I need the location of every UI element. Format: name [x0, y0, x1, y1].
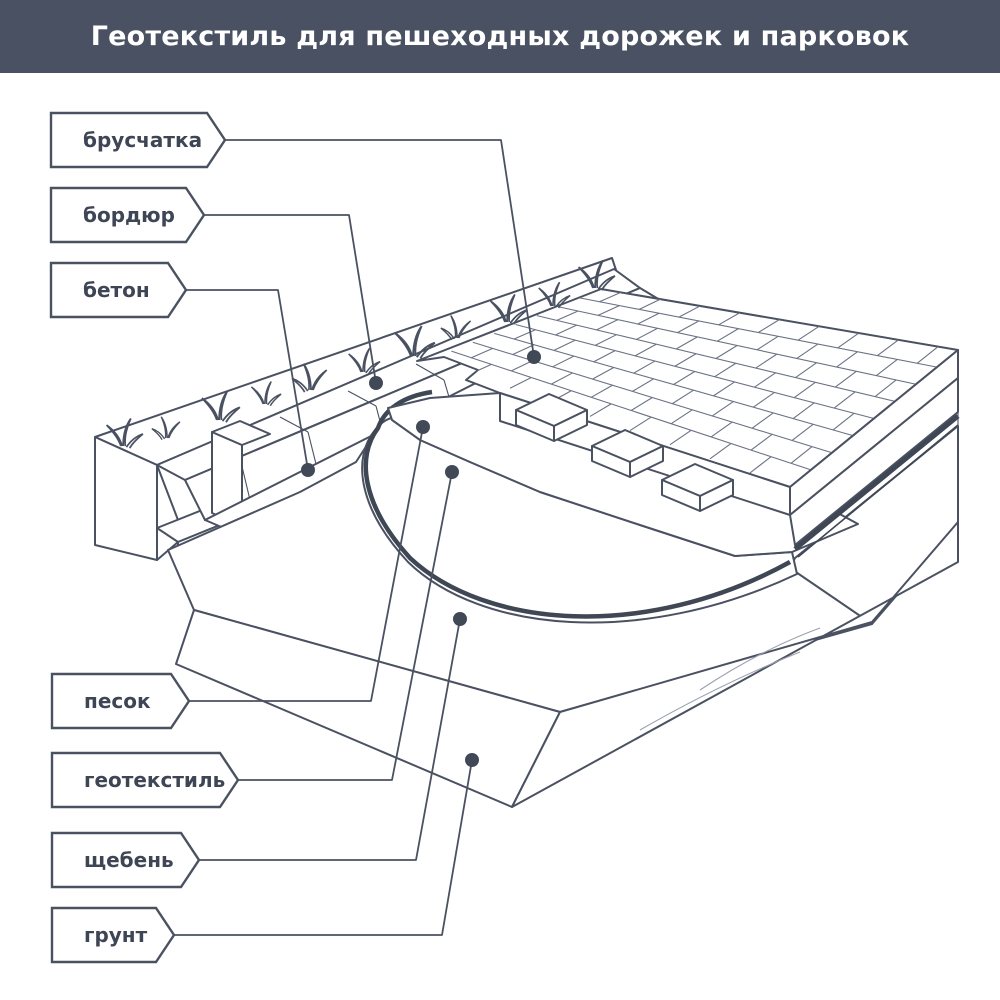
dot-scheben: [453, 612, 467, 626]
callout-bruschatka: [51, 113, 225, 167]
pavement-layers-diagram: [0, 73, 1000, 1000]
page-title: Геотекстиль для пешеходных дорожек и парковок: [90, 21, 910, 52]
diagram-stage: [0, 73, 1000, 1000]
dot-bruschatka: [527, 350, 541, 364]
header-bar: [0, 0, 1000, 73]
callout-scheben: [52, 833, 199, 887]
callout-text-beton: бетон: [83, 278, 150, 302]
dot-pesok: [416, 420, 430, 434]
dot-bordyur: [369, 376, 383, 390]
callout-bordyur: [51, 188, 204, 242]
callout-beton: [51, 263, 186, 317]
callout-text-pesok: песок: [84, 689, 151, 713]
dot-beton: [301, 463, 315, 477]
callout-grunt: [52, 908, 174, 962]
callout-geotekstil: [52, 753, 238, 807]
callout-text-bordyur: бордюр: [83, 203, 175, 227]
callout-text-scheben: щебень: [84, 848, 174, 872]
dot-geotekstil: [445, 465, 459, 479]
callout-text-grunt: грунт: [84, 923, 148, 947]
callout-pesok: [52, 674, 189, 728]
callout-text-bruschatka: брусчатка: [83, 128, 203, 152]
dot-grunt: [465, 753, 479, 767]
callout-text-geotekstil: геотекстиль: [84, 768, 226, 792]
